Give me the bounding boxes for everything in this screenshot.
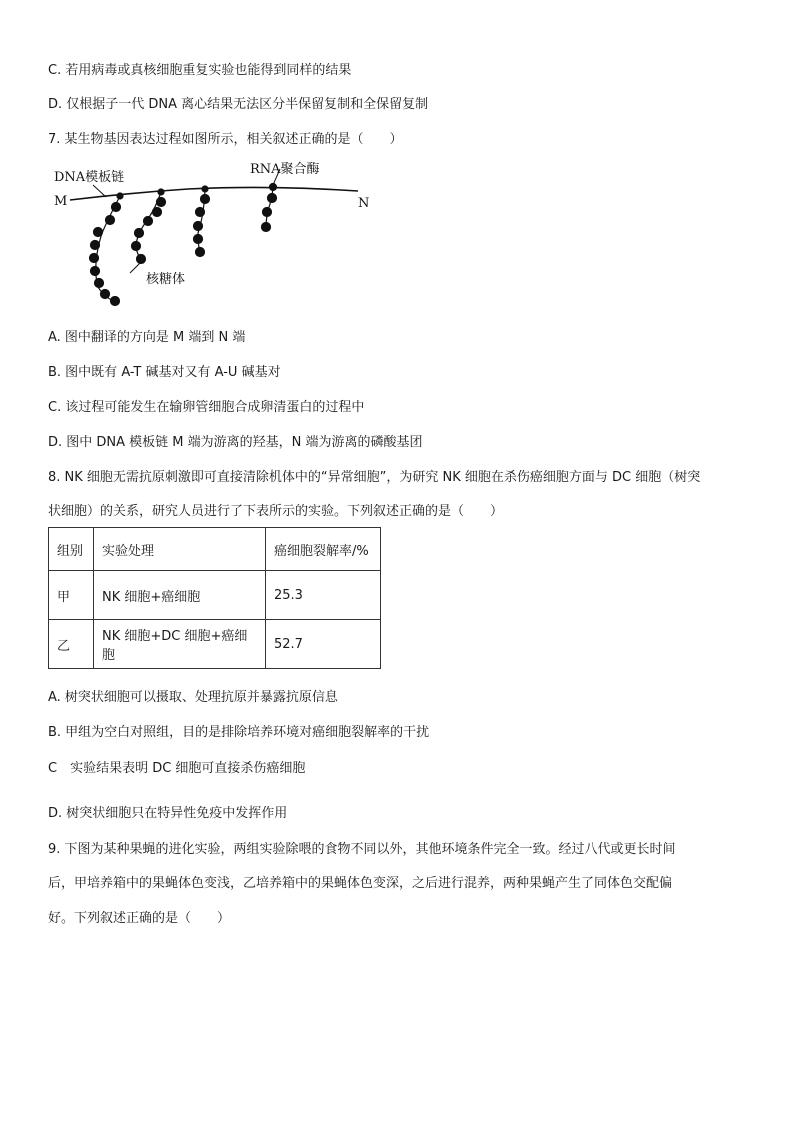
header-treatment: 实验处理 bbox=[94, 528, 266, 571]
header-lysis-rate: 癌细胞裂解率/% bbox=[266, 528, 381, 571]
cell-group-yi: 乙 bbox=[49, 620, 94, 669]
cell-group-jia: 甲 bbox=[49, 571, 94, 620]
cell-rate-jia bbox=[266, 571, 381, 620]
option-d-prev: D. 仅根据子一代 DNA 离心结果无法区分半保留复制和全保留复制 bbox=[48, 97, 429, 112]
cell-rate-yi: 52.7 bbox=[266, 620, 381, 669]
n-end-label: N bbox=[358, 196, 370, 211]
q7-option-a: A. 图中翻译的方向是 M 端到 N 端 bbox=[48, 330, 246, 345]
q8-option-c: C 实验结果表明 DC 细胞可直接杀伤癌细胞 bbox=[48, 761, 306, 776]
mrna-chain-1 bbox=[90, 193, 124, 306]
m-end-label: M bbox=[54, 194, 68, 209]
q8-option-b: B. 甲组为空白对照组，目的是排除培养环境对癌细胞裂解率的干扰 bbox=[48, 725, 430, 740]
dna-template-label: DNA模板链 bbox=[54, 170, 125, 185]
mrna-chain-4 bbox=[262, 184, 277, 232]
question-7-stem: 7. 某生物基因表达过程如图所示，相关叙述正确的是（ ） bbox=[48, 132, 403, 147]
cell-treatment-yi: NK 细胞+DC 细胞+癌细胞 bbox=[94, 620, 266, 669]
q7-option-c: C. 该过程可能发生在输卵管细胞合成卵清蛋白的过程中 bbox=[48, 400, 365, 415]
rna-polymerase-label: RNA聚合酶 bbox=[250, 162, 320, 177]
question-8-stem-line1: 8. NK 细胞无需抗原刺激即可直接清除机体中的“异常细胞”，为研究 NK 细胞在杀伤癌细胞方面与 DC 细胞（树突 bbox=[48, 470, 701, 485]
table-row bbox=[49, 620, 381, 669]
question-8-stem-line2: 状细胞）的关系，研究人员进行了下表所示的实验。下列叙述正确的是（ ） bbox=[48, 504, 504, 519]
q8-option-d: D. 树突状细胞只在特异性免疫中发挥作用 bbox=[48, 806, 288, 821]
dna-template-strand bbox=[70, 187, 358, 200]
rate-value-jia: 25.3 bbox=[274, 587, 303, 603]
option-c-prev: C. 若用病毒或真核细胞重复实验也能得到同样的结果 bbox=[48, 63, 352, 78]
q7-option-d: D. 图中 DNA 模板链 M 端为游离的羟基，N 端为游离的磷酸基团 bbox=[48, 435, 423, 450]
ribosome-label: 核糖体 bbox=[146, 272, 186, 287]
question-9-stem-line3: 好。下列叙述正确的是（ ） bbox=[48, 911, 231, 926]
header-group: 组别 bbox=[49, 528, 94, 571]
question-9-stem-line1: 9. 下图为某种果蝇的进化实验，两组实验除喂的食物不同以外，其他环境条件完全一致。经过八代或更长时间 bbox=[48, 842, 676, 857]
table-row bbox=[49, 571, 381, 620]
mrna-chain-3 bbox=[194, 186, 210, 257]
q8-option-a: A. 树突状细胞可以摄取、处理抗原并暴露抗原信息 bbox=[48, 690, 338, 705]
table-header-row bbox=[49, 528, 381, 571]
mrna-chain-2 bbox=[132, 189, 166, 264]
gene-expression-diagram bbox=[48, 155, 388, 315]
cell-treatment-jia: NK 细胞+癌细胞 bbox=[94, 571, 266, 620]
q7-option-b: B. 图中既有 A-T 碱基对又有 A-U 碱基对 bbox=[48, 365, 281, 380]
experiment-table bbox=[48, 527, 381, 669]
question-9-stem-line2: 后，甲培养箱中的果蝇体色变浅，乙培养箱中的果蝇体色变深，之后进行混养，两种果蝇产生了同体色交配偏 bbox=[48, 876, 673, 891]
